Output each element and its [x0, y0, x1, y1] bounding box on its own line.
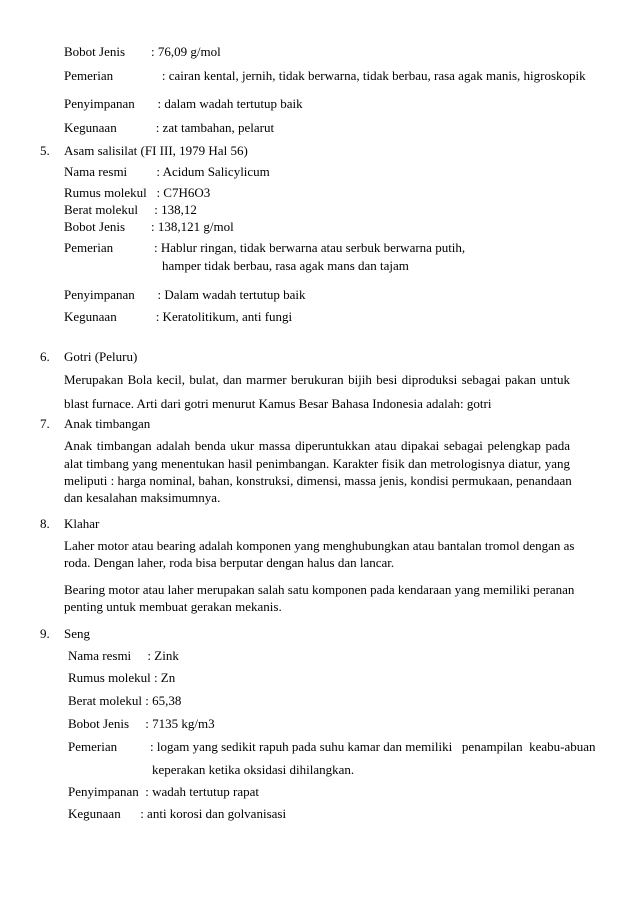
s5-bobot-jenis: Bobot Jenis : 138,121 g/mol	[64, 219, 234, 234]
s5-berat-molekul: Berat molekul : 138,12	[64, 202, 197, 217]
s9-pemerian-line-2: keperakan ketika oksidasi dihilangkan.	[152, 762, 355, 777]
s9-title: Seng	[64, 626, 90, 641]
s7-title: Anak timbangan	[64, 416, 151, 431]
s4-penyimpanan: Penyimpanan : dalam wadah tertutup baik	[64, 96, 303, 111]
s5-pemerian-line-1: : Hablur ringan, tidak berwarna atau serbuk berwarna putih,	[154, 240, 466, 255]
s5-rumus-molekul: Rumus molekul : C7H6O3	[64, 185, 211, 200]
s9-nama-resmi: Nama resmi : Zink	[68, 648, 179, 663]
s7-paragraph-line-1: Anak timbangan adalah benda ukur massa diperuntukkan atau dipakai sebagai pelengkap pada	[64, 438, 570, 453]
s7-paragraph-line-2: alat timbang yang menentukan hasil penimbangan. Karakter fisik dan metrologisnya diatur, yang	[64, 456, 570, 471]
s5-pemerian-label: Pemerian	[64, 240, 114, 255]
s5-kegunaan: Kegunaan : Keratolitikum, anti fungi	[64, 309, 293, 324]
s8-title: Klahar	[64, 516, 100, 531]
s8-paragraph-1-line-1: Laher motor atau bearing adalah komponen yang menghubungkan atau bantalan tromol dengan as	[64, 538, 575, 553]
s9-rumus-molekul: Rumus molekul : Zn	[68, 670, 176, 685]
s5-pemerian-line-2: hamper tidak berbau, rasa agak mans dan tajam	[162, 258, 409, 273]
s5-penyimpanan: Penyimpanan : Dalam wadah tertutup baik	[64, 287, 306, 302]
s9-berat-molekul: Berat molekul : 65,38	[68, 693, 182, 708]
s6-number: 6.	[40, 349, 50, 364]
s8-paragraph-1-line-2: roda. Dengan laher, roda bisa berputar dengan halus dan lancar.	[64, 555, 395, 570]
s5-title: Asam salisilat (FI III, 1979 Hal 56)	[64, 143, 248, 158]
s6-title: Gotri (Peluru)	[64, 349, 138, 364]
s9-bobot-jenis: Bobot Jenis : 7135 kg/m3	[68, 716, 215, 731]
s4-bobot-jenis: Bobot Jenis : 76,09 g/mol	[64, 44, 221, 59]
s9-kegunaan: Kegunaan : anti korosi dan golvanisasi	[68, 806, 287, 821]
s9-number: 9.	[40, 626, 50, 641]
s6-paragraph-line-1: Merupakan Bola kecil, bulat, dan marmer berukuran bijih besi diproduksi sebagai pakan untuk	[64, 372, 570, 387]
s9-pemerian-line-1: : logam yang sedikit rapuh pada suhu kamar dan memiliki penampilan keabu-abuan	[150, 739, 596, 754]
s8-paragraph-2-line-1: Bearing motor atau laher merupakan salah satu komponen pada kendaraan yang memiliki peranan	[64, 582, 575, 597]
s7-number: 7.	[40, 416, 50, 431]
s6-paragraph-line-2: blast furnace. Arti dari gotri menurut Kamus Besar Bahasa Indonesia adalah: gotri	[64, 396, 492, 411]
s5-number: 5.	[40, 143, 50, 158]
s9-penyimpanan: Penyimpanan : wadah tertutup rapat	[68, 784, 259, 799]
s7-paragraph-line-3: meliputi : harga nominal, bahan, konstruksi, dimensi, massa jenis, kondisi permukaan, penandaan	[64, 473, 572, 488]
s9-pemerian-label: Pemerian	[68, 739, 118, 754]
s4-kegunaan: Kegunaan : zat tambahan, pelarut	[64, 120, 275, 135]
s4-pemerian: Pemerian : cairan kental, jernih, tidak berwarna, tidak berbau, rasa agak manis, higroskopik	[64, 68, 586, 83]
s8-number: 8.	[40, 516, 50, 531]
s8-paragraph-2-line-2: penting untuk membuat gerakan mekanis.	[64, 599, 282, 614]
s7-paragraph-line-4: dan kesalahan maksimumnya.	[64, 490, 221, 505]
s5-nama-resmi: Nama resmi : Acidum Salicylicum	[64, 164, 270, 179]
